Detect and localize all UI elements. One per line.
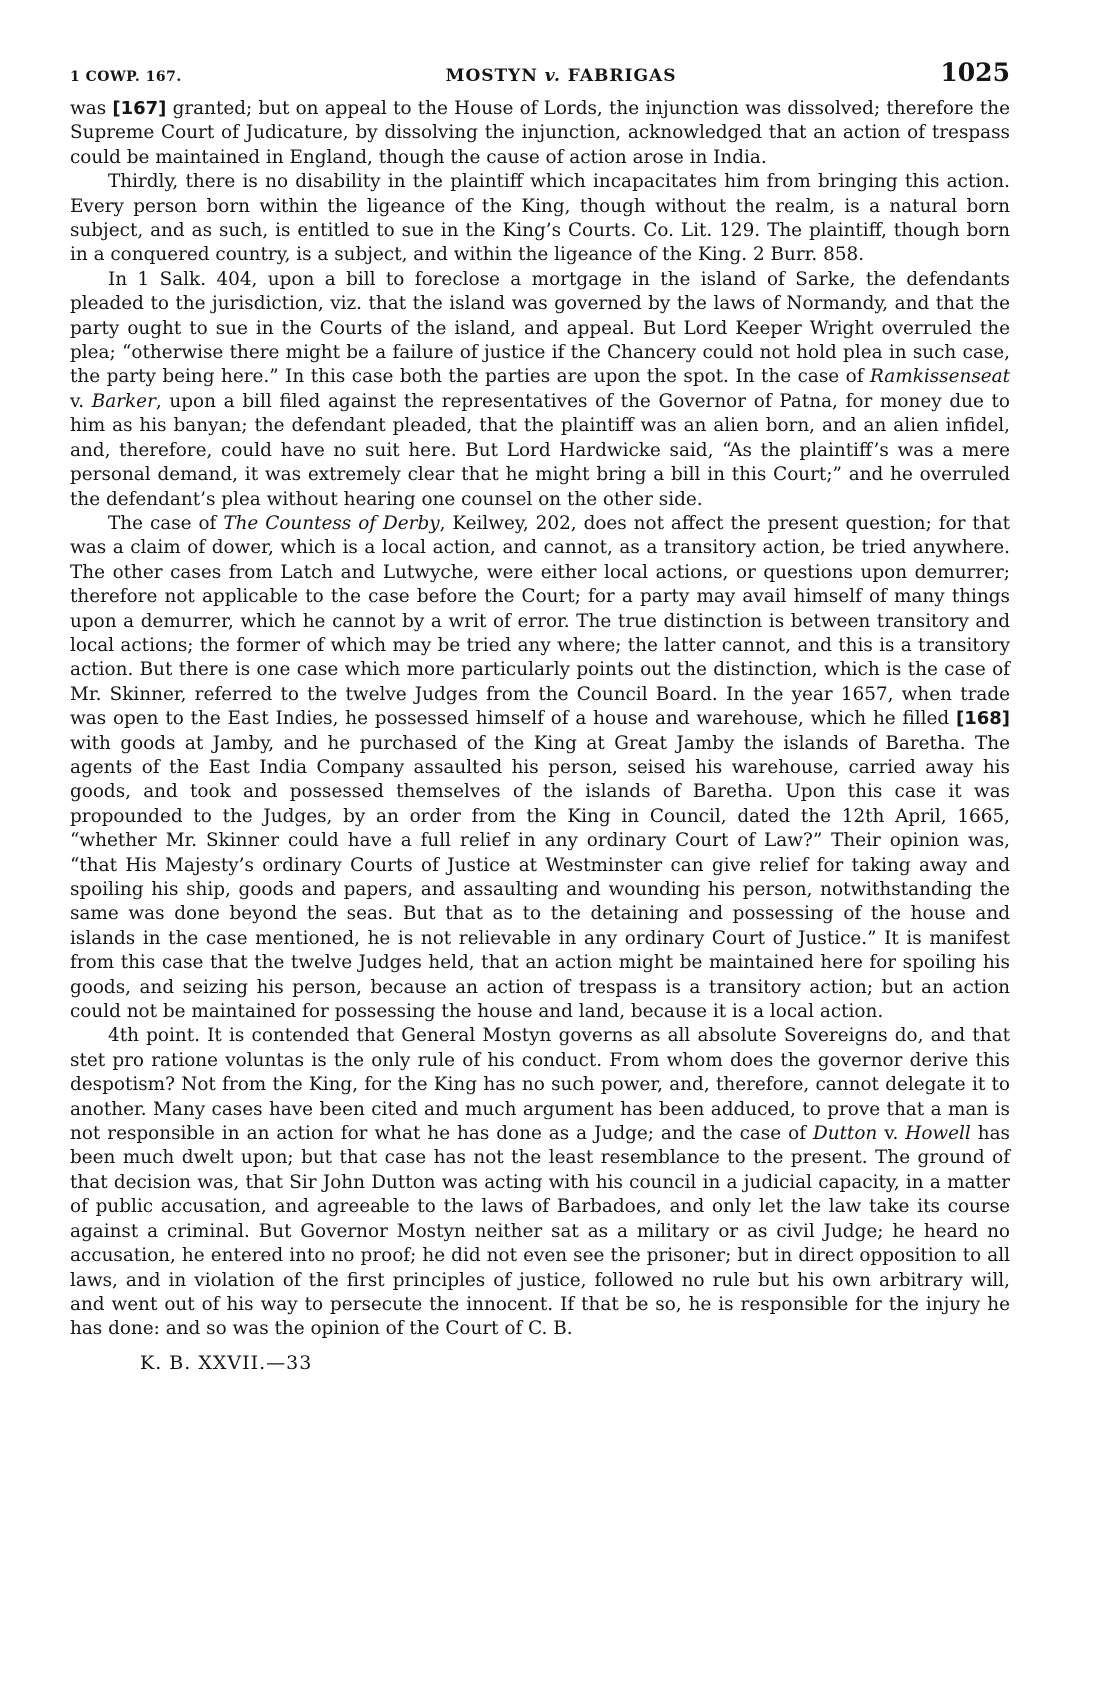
paragraph xyxy=(70,512,1010,1025)
page-number: 1025 xyxy=(940,58,1010,87)
case-name: Ramkissenseat xyxy=(870,366,1010,388)
text-run: with goods at Jamby, and he purchased of the King at Great Jamby the islands of Baretha. The agents of the East India Company assaulted his person, seised his warehouse, carried away his goods, and took and possessed themselves of the islands of Baretha. Upon this case it was propounded to the Judges, by an order from the King in Council, dated the 12th April, 1665, “whether Mr. Skinner could have a full relief in any ordinary Court of Law?” Their opinion was, “that His Majesty’s ordinary Courts of Justice at Westminster can give relief for taking away and spoiling his ship, goods and papers, and assaulting and wounding his person, notwithstanding the same was done beyond the seas. But that as to the detaining and possessing of the house and islands in the case mentioned, he is not relievable in any ordinary Court of Justice.” It is manifest from this case that the twelve Judges held, that an action might be maintained here for spoiling his goods, and seizing his person, because an action of trespass is a transitory action; but an action could not be maintained for possessing the house and land, because it is a local action. xyxy=(70,732,1010,1023)
page-reference: [167] xyxy=(112,98,167,119)
text-run: The case of xyxy=(108,512,224,534)
text-run: , Keilwey, 202, does not affect the present question; for that was a claim of dower, which is a local action, and cannot, as a transitory action, be tried anywhere. The other cases from Latch and Lutwyche, were either local actions, or questions upon demurrer; therefore not applicable to the case before the Court; for a party may avail himself of many things upon a demurrer, which he cannot by a writ of error. The true distinction is between transitory and local actions; the former of which may be tried any where; the latter cannot, and this is a transitory action. But there is one case which more particularly points out the distinction, which is the case of Mr. Skinner, referred to the twelve Judges from the Council Board. In the year 1657, when trade was open to the East Indies, he possessed himself of a house and warehouse, which he filled xyxy=(70,512,1010,730)
case-name: Barker xyxy=(91,390,156,412)
text-run: 4th point. It is contended that General Mostyn governs as all absolute Sovereigns do, and that stet pro ratione voluntas is the only rule of his conduct. From whom does the governor derive this despotism? Not from the King, for the King has no such power, and, therefore, cannot delegate it to another. Many cases have been cited and much argument has been adduced, to prove that a man is not responsible in an action for what he has done as a Judge; and the case of xyxy=(70,1025,1010,1145)
paragraph xyxy=(70,97,1010,170)
case-title-plaintiff: MOSTYN xyxy=(445,66,538,86)
text-run: granted; but on appeal to the House of Lords, the injunction was dissolved; therefore the Supreme Court of Judicature, by dissolving the injunction, acknowledged that an action of trespass could be maintained in England, though the cause of action arose in India. xyxy=(70,98,1010,168)
running-header xyxy=(70,58,1010,87)
case-title-versus: v. xyxy=(544,66,561,86)
text-run: was xyxy=(70,98,113,119)
report-citation: 1 COWP. 167. xyxy=(70,69,182,85)
text-run: has been much dwelt upon; but that case has not the least resemblance to the present. The ground of that decision was, that Sir John Dutton was acting with his council in a judicial capacity, in a matter of public accusation, and agreeable to the laws of Barbadoes, and only let the law take its course against a criminal. But Governor Mostyn neither sat as a military or as civil Judge; he heard no accusation, he entered into no proof; he did not even see the prisoner; but in direct opposition to all laws, and in violation of the first principles of justice, followed no rule but his own arbitrary will, and went out of his way to persecute the innocent. If that be so, he is responsible for the injury he has done: and so was the opinion of the Court of C. B. xyxy=(70,1123,1010,1340)
case-name: The Countess of Derby xyxy=(223,512,440,534)
text-run: v. xyxy=(70,390,92,412)
text-run: Thirdly, there is no disability in the plaintiff which incapacitates him from bringing this action. Every person born within the ligeance of the King, though without the realm, is a natural born subject, and as such, is entitled to sue in the King’s Courts. Co. Lit. 129. The plaintiff, though born in a conquered country, is a subject, and within the ligeance of the King. 2 Burr. 858. xyxy=(70,171,1010,266)
case-name: Howell xyxy=(905,1123,971,1145)
text-run: , upon a bill filed against the representatives of the Governor of Patna, for money due to him as his banyan; the defendant pleaded, that the plaintiff was an alien born, and an alien infidel, and, therefore, could have no suit here. But Lord Hardwicke said, “As the plaintiff’s was a mere personal demand, it was extremely clear that he might bring a bill in this Court;” and he overruled the defendant’s plea without hearing one counsel on the other side. xyxy=(70,390,1010,510)
body-text xyxy=(70,97,1010,1342)
text-run: In 1 Salk. 404, upon a bill to foreclose a mortgage in the island of Sarke, the defendants pleaded to the jurisdiction, viz. that the island was governed by the laws of Normandy, and that the party ought to sue in the Courts of the island, and appeal. But Lord Keeper Wright overruled the plea; “otherwise there might be a failure of justice if the Chancery could not hold plea in such case, the party being here.” In this case both the parties are upon the spot. In the case of xyxy=(70,268,1010,388)
text-run: v. xyxy=(877,1123,906,1145)
case-name: Dutton xyxy=(812,1123,878,1145)
page-reference: [168] xyxy=(955,708,1010,730)
paragraph xyxy=(70,170,1010,268)
paragraph xyxy=(70,268,1010,512)
case-title xyxy=(446,66,677,86)
case-title-defendant: FABRIGAS xyxy=(567,66,677,86)
paragraph xyxy=(70,1024,1010,1341)
signature-mark: K. B. XXVII.—33 xyxy=(140,1351,313,1374)
